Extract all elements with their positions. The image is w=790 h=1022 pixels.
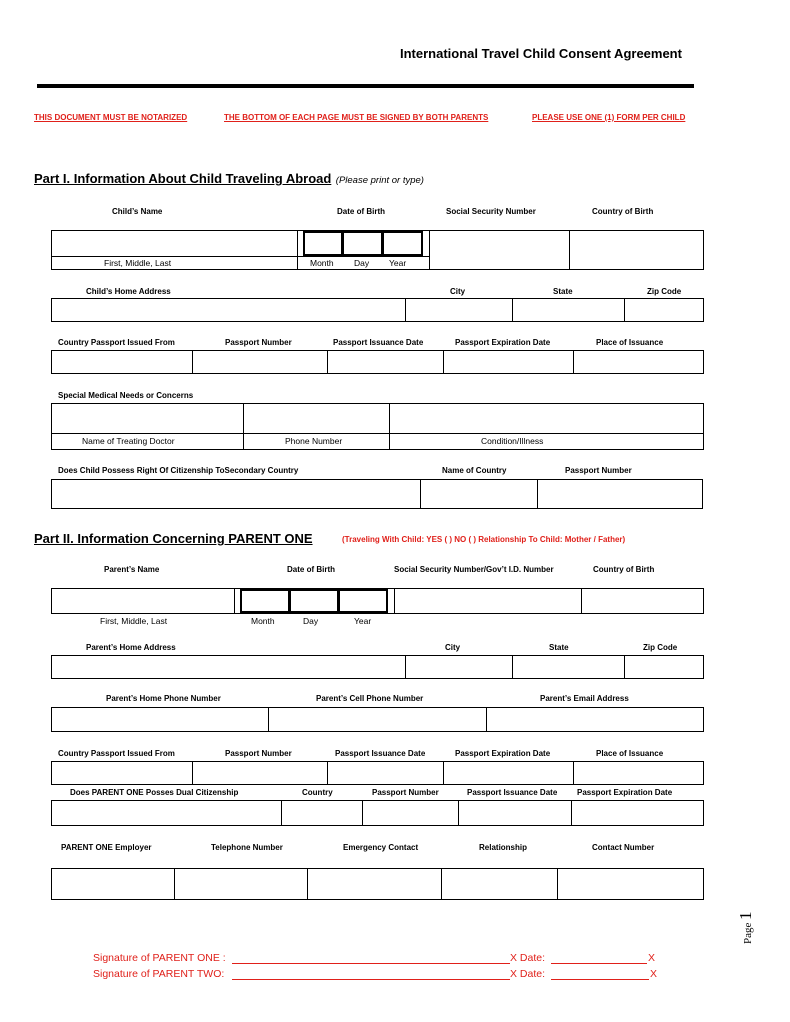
label-dual-country: Country [302, 788, 333, 797]
label-parent-passport-country: Country Passport Issued From [58, 749, 175, 758]
signature-parent-two-date-line[interactable] [551, 979, 649, 980]
label-parent-city: City [445, 643, 461, 652]
contact-number-field[interactable] [557, 868, 704, 900]
child-passport-country-field[interactable] [51, 350, 193, 374]
condition-field[interactable] [389, 403, 704, 434]
child-home-address-field[interactable] [51, 298, 406, 322]
employer-field[interactable] [51, 868, 175, 900]
header-rule [37, 84, 694, 88]
citizenship-passport-field[interactable] [537, 479, 703, 509]
dual-citizenship-field[interactable] [51, 800, 282, 826]
child-ssn-field[interactable] [429, 230, 570, 270]
notice-notarized: THIS DOCUMENT MUST BE NOTARIZED [34, 113, 188, 122]
child-state-field[interactable] [512, 298, 625, 322]
part1-title: Part I. Information About Child Traveling Abroad [34, 171, 332, 186]
parent-cell-phone-field[interactable] [268, 707, 487, 732]
signature-parent-one-end-x: X [648, 952, 656, 964]
label-emergency-contact: Emergency Contact [343, 843, 419, 852]
page-number [732, 900, 772, 950]
label-parent-email: Parent’s Email Address [540, 694, 629, 703]
child-name-sublabel: First, Middle, Last [104, 258, 172, 268]
relationship-field[interactable] [441, 868, 558, 900]
parent-home-address-field[interactable] [51, 655, 406, 679]
label-phone: Phone Number [285, 436, 343, 446]
part2-title: Part II. Information Concerning PARENT ONE [34, 531, 313, 546]
label-dual-citizenship: Does PARENT ONE Posses Dual Citizenship [70, 788, 239, 797]
child-zip-field[interactable] [624, 298, 704, 322]
child-country-birth-field[interactable] [569, 230, 704, 270]
child-dob-day-label: Day [354, 258, 370, 268]
parent-dob-day-field[interactable] [289, 589, 339, 613]
parent-dob-day-label: Day [303, 616, 319, 626]
signature-parent-one-date-label: X Date: [510, 952, 546, 964]
parent-country-birth-field[interactable] [581, 588, 704, 614]
label-citizenship-passport: Passport Number [565, 466, 632, 475]
label-child-home-address: Child’s Home Address [86, 287, 171, 296]
child-dob-month-label: Month [310, 258, 334, 268]
label-child-passport-number: Passport Number [225, 338, 292, 347]
condition-sub-cell [389, 433, 704, 450]
part1-heading [34, 170, 424, 188]
child-issuance-date-field[interactable] [327, 350, 444, 374]
dual-expiration-field[interactable] [571, 800, 704, 826]
parent-city-field[interactable] [405, 655, 513, 679]
part2-note: (Traveling With Child: YES ( ) NO ( ) Relationship To Child: Mother / Father) [342, 535, 626, 544]
label-country-birth: Country of Birth [592, 207, 654, 216]
label-ssn: Social Security Number [446, 207, 536, 216]
label-employer: PARENT ONE Employer [61, 843, 152, 852]
child-place-issuance-field[interactable] [573, 350, 704, 374]
label-parents-name: Parent’s Name [104, 565, 160, 574]
parent-name-sublabel: First, Middle, Last [100, 616, 168, 626]
doctor-field[interactable] [51, 403, 244, 434]
label-parent-passport-number: Passport Number [225, 749, 292, 758]
label-medical: Special Medical Needs or Concerns [58, 391, 194, 400]
notice-one-form: PLEASE USE ONE (1) FORM PER CHILD [532, 113, 686, 122]
label-parent-place-issuance: Place of Issuance [596, 749, 664, 758]
notice-signed: THE BOTTOM OF EACH PAGE MUST BE SIGNED BY BOTH PARENTS [224, 113, 489, 122]
label-parent-ssn: Social Security Number/Gov’t I.D. Number [394, 565, 554, 574]
parent-dob-year-field[interactable] [338, 589, 388, 613]
citizenship-country-field[interactable] [420, 479, 538, 509]
label-child-issuance-date: Passport Issuance Date [333, 338, 424, 347]
label-contact-number: Contact Number [592, 843, 655, 852]
parent-passport-number-field[interactable] [192, 761, 328, 785]
child-name-sub-cell [51, 256, 298, 270]
signature-parent-one-label: Signature of PARENT ONE : [93, 952, 226, 964]
label-employer-telephone: Telephone Number [211, 843, 283, 852]
document-title: International Travel Child Consent Agreement [400, 46, 682, 61]
label-doctor: Name of Treating Doctor [82, 436, 175, 446]
signature-parent-one-date-line[interactable] [551, 963, 647, 964]
label-country-name: Name of Country [442, 466, 507, 475]
label-child-city: City [450, 287, 466, 296]
parent-dob-month-field[interactable] [240, 589, 290, 613]
label-child-passport-country: Country Passport Issued From [58, 338, 175, 347]
emergency-contact-field[interactable] [307, 868, 442, 900]
dual-issuance-field[interactable] [458, 800, 572, 826]
employer-telephone-field[interactable] [174, 868, 308, 900]
label-child-state: State [553, 287, 573, 296]
parent-expiration-date-field[interactable] [443, 761, 574, 785]
label-parent-state: State [549, 643, 569, 652]
label-child-place-issuance: Place of Issuance [596, 338, 664, 347]
label-citizenship-question: Does Child Possess Right Of Citizenship ToSecondary Country [58, 466, 299, 475]
label-child-expiration-date: Passport Expiration Date [455, 338, 551, 347]
signature-parent-two-line[interactable] [232, 979, 510, 980]
child-dob-year-label: Year [389, 258, 407, 268]
parent-dob-month-label: Month [251, 616, 275, 626]
label-parent-zip: Zip Code [643, 643, 678, 652]
parent-email-field[interactable] [486, 707, 704, 732]
label-condition: Condition/Illness [481, 436, 544, 446]
citizenship-field[interactable] [51, 479, 421, 509]
child-dob-day-field[interactable] [342, 231, 383, 256]
signature-parent-two-end-x: X [650, 968, 658, 980]
label-dual-expiration: Passport Expiration Date [577, 788, 673, 797]
signature-parent-one-line[interactable] [232, 963, 510, 964]
child-expiration-date-field[interactable] [443, 350, 574, 374]
label-parent-country-birth: Country of Birth [593, 565, 655, 574]
parent-zip-field[interactable] [624, 655, 704, 679]
child-passport-number-field[interactable] [192, 350, 328, 374]
parent-home-phone-field[interactable] [51, 707, 269, 732]
child-dob-year-field[interactable] [382, 231, 423, 256]
label-parent-cell-phone: Parent’s Cell Phone Number [316, 694, 424, 703]
page-label: Page [742, 922, 754, 944]
parent-ssn-field[interactable] [394, 588, 582, 614]
parent-issuance-date-field[interactable] [327, 761, 444, 785]
dual-country-field[interactable] [281, 800, 363, 826]
child-name-field[interactable] [51, 230, 298, 257]
dual-passport-number-field[interactable] [362, 800, 459, 826]
label-childs-name: Child’s Name [112, 207, 163, 216]
doctor-phone-field[interactable] [243, 403, 390, 434]
parent-place-issuance-field[interactable] [573, 761, 704, 785]
child-city-field[interactable] [405, 298, 513, 322]
label-parent-issuance-date: Passport Issuance Date [335, 749, 426, 758]
label-child-zip: Zip Code [647, 287, 682, 296]
label-parent-expiration-date: Passport Expiration Date [455, 749, 551, 758]
parent-passport-country-field[interactable] [51, 761, 193, 785]
child-dob-month-field[interactable] [303, 231, 343, 256]
parent-dob-year-label: Year [354, 616, 372, 626]
parent-state-field[interactable] [512, 655, 625, 679]
label-dual-passport-number: Passport Number [372, 788, 439, 797]
signature-parent-two-date-label: X Date: [510, 968, 546, 980]
label-relationship: Relationship [479, 843, 528, 852]
label-dual-issuance: Passport Issuance Date [467, 788, 558, 797]
label-dob: Date of Birth [337, 207, 385, 216]
label-parent-home-phone: Parent’s Home Phone Number [106, 694, 221, 703]
signature-parent-two-label: Signature of PARENT TWO: [93, 968, 225, 980]
parent-name-field[interactable] [51, 588, 235, 614]
page-number-value: 1 [736, 911, 755, 920]
part1-note: (Please print or type) [335, 175, 424, 186]
label-parent-dob: Date of Birth [287, 565, 335, 574]
label-parent-home-address: Parent’s Home Address [86, 643, 176, 652]
